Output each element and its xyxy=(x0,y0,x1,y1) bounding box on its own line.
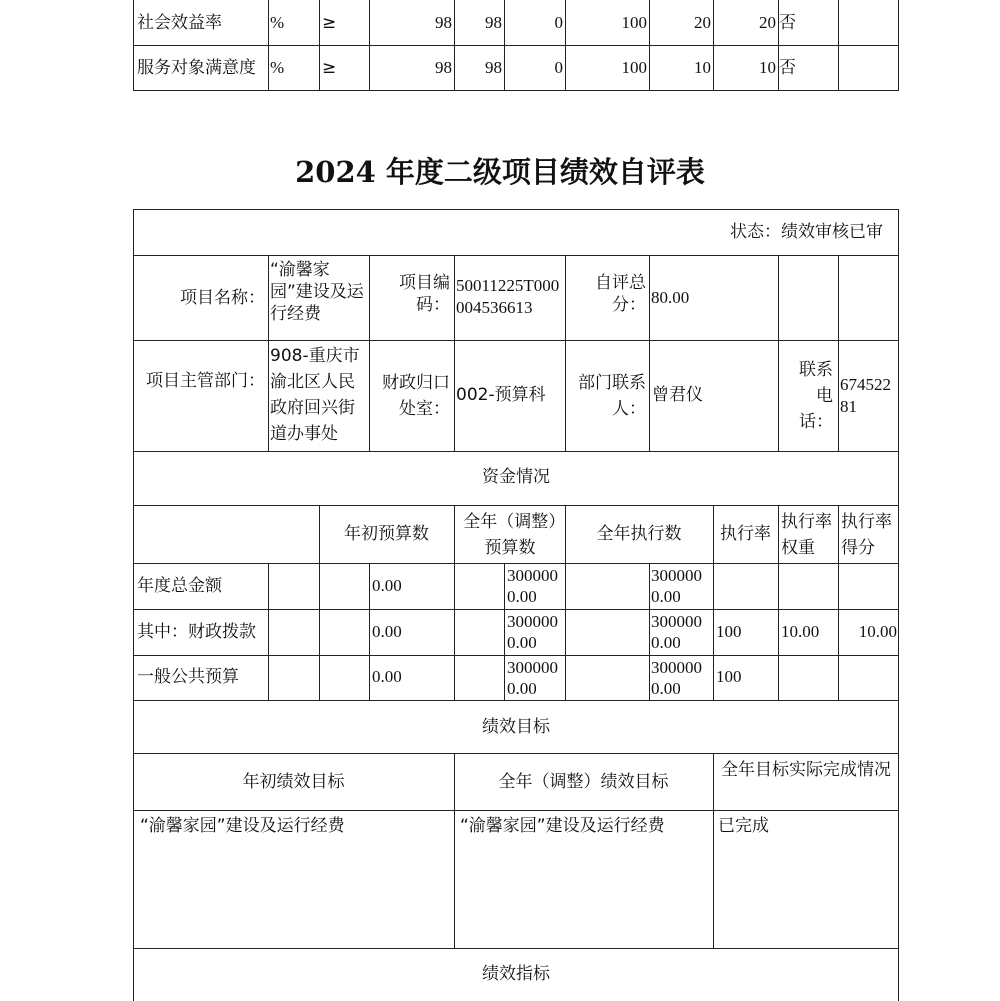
funds-adjusted: 3000000.00 xyxy=(507,566,558,606)
funds-adjusted: 3000000.00 xyxy=(507,612,558,652)
funds-row-label: 一般公共预算 xyxy=(137,667,239,687)
indicator-name: 服务对象满意度 xyxy=(137,58,256,78)
indicator-name: 社会效益率 xyxy=(137,13,222,33)
indicator-target: 98 xyxy=(435,58,452,77)
self-score-label: 自评总分： xyxy=(595,273,646,315)
status-text: 状态：绩效审核已审 xyxy=(730,222,883,242)
indicator-operator: ≥ xyxy=(322,58,337,78)
funds-header-adjusted: 全年（调整）预算数 xyxy=(463,512,557,558)
indicator-actual: 98 xyxy=(485,13,502,32)
goals-actual: 已完成 xyxy=(718,816,769,836)
goals-header-initial: 年初绩效目标 xyxy=(242,772,345,792)
funds-score: 10.00 xyxy=(858,622,897,641)
funds-header-weight: 执行率权重 xyxy=(781,512,832,558)
phone-label: 联系电话： xyxy=(799,360,833,432)
self-score-value: 80.00 xyxy=(651,288,690,307)
indicator-flag: 否 xyxy=(779,58,796,78)
indicator-actual: 98 xyxy=(485,58,502,77)
project-code-label: 项目编码： xyxy=(399,273,450,315)
funds-rate: 100 xyxy=(716,622,742,641)
funds-row-label: 年度总金额 xyxy=(137,576,222,596)
funds-section-title: 资金情况 xyxy=(482,467,550,487)
indicator-completion: 100 xyxy=(621,13,647,32)
indicator-deviation: 0 xyxy=(554,58,563,77)
funds-initial: 0.00 xyxy=(372,622,402,641)
finance-dept-value: 002-预算科 xyxy=(456,385,546,405)
indicator-completion: 100 xyxy=(621,58,647,77)
finance-dept-label: 财政归口处室： xyxy=(382,373,450,419)
goals-adjusted: “渝馨家园”建设及运行经费 xyxy=(460,816,665,836)
dept-label: 项目主管部门： xyxy=(146,371,265,391)
project-code-value: 50011225T000004536613 xyxy=(456,276,560,317)
indicator-score: 10 xyxy=(759,58,776,77)
indicator-unit: % xyxy=(270,13,285,32)
goals-header-adjusted: 全年（调整）绩效目标 xyxy=(498,772,669,792)
page-title: 2024 年度二级项目绩效自评表 xyxy=(295,155,705,189)
funds-header-score: 执行率得分 xyxy=(841,512,892,558)
indicator-unit: % xyxy=(270,58,285,77)
phone-value: 67452281 xyxy=(840,375,891,416)
indicator-weight: 10 xyxy=(694,58,711,77)
contact-label: 部门联系人： xyxy=(578,373,646,419)
indicator-operator: ≥ xyxy=(322,13,337,33)
funds-initial: 0.00 xyxy=(372,667,402,686)
goals-header-actual: 全年目标实际完成情况 xyxy=(721,760,891,780)
funds-rate: 100 xyxy=(716,667,742,686)
indicator-flag: 否 xyxy=(779,13,796,33)
funds-header-initial: 年初预算数 xyxy=(344,524,429,544)
funds-executed: 3000000.00 xyxy=(651,566,702,606)
funds-header-rate: 执行率 xyxy=(720,524,771,544)
funds-header-executed: 全年执行数 xyxy=(596,524,682,544)
goals-section-title: 绩效目标 xyxy=(482,717,550,737)
funds-adjusted: 3000000.00 xyxy=(507,658,558,698)
goals-initial: “渝馨家园”建设及运行经费 xyxy=(140,816,345,836)
funds-initial: 0.00 xyxy=(372,576,402,595)
project-name-label: 项目名称： xyxy=(180,288,265,308)
funds-executed: 3000000.00 xyxy=(651,658,702,698)
contact-value: 曾君仪 xyxy=(652,385,703,405)
indicators-section-title: 绩效指标 xyxy=(482,964,550,984)
indicator-deviation: 0 xyxy=(554,13,563,32)
indicator-weight: 20 xyxy=(694,13,711,32)
indicator-score: 20 xyxy=(759,13,776,32)
funds-executed: 3000000.00 xyxy=(651,612,702,652)
indicator-target: 98 xyxy=(435,13,452,32)
funds-row-label: 其中：财政拨款 xyxy=(137,622,256,642)
dept-value: 908-重庆市渝北区人民政府回兴街道办事处 xyxy=(270,346,360,444)
project-name-value: “渝馨家园”建设及运行经费 xyxy=(270,260,364,324)
funds-weight: 10.00 xyxy=(781,622,820,641)
